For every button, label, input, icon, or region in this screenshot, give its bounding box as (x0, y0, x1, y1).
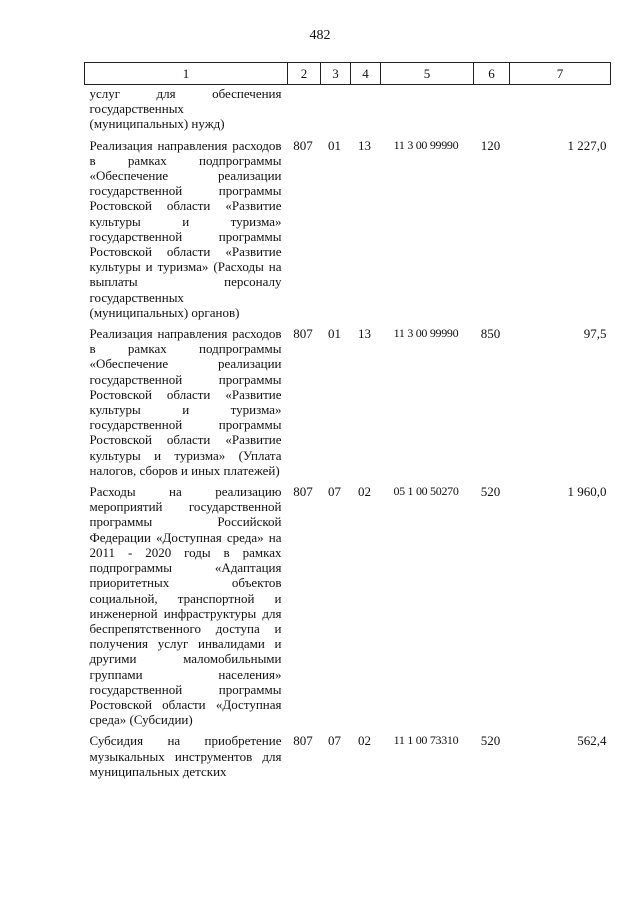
row-col-7: 97,5 (583, 326, 607, 342)
row-description: Субсидия на приобретение музыкальных инструментов для муниципальных детских (89, 733, 282, 779)
table-row (85, 478, 611, 727)
row-col-7: 562,4 (577, 733, 607, 749)
table-row (85, 132, 611, 320)
row-col-5: 11 3 00 99990 (393, 137, 459, 152)
row-col-4: 02 (358, 484, 371, 500)
table-row (85, 727, 611, 779)
table-row (85, 320, 611, 478)
header-col-7: 7 (510, 63, 611, 85)
budget-table (84, 62, 611, 779)
row-description: услуг для обеспечения государственных (муниципальных) нужд) (89, 86, 282, 132)
row-col-4: 13 (358, 137, 371, 153)
row-col-2: 807 (293, 484, 313, 500)
row-col-4 (351, 85, 381, 132)
row-description: Реализация направления расходов в рамках подпрограммы «Обеспечение реализации государственной программы Ростовской области «Развитие культуры и туризма» государственной программы Ростовской области «Развитие культуры и туризма» (Расходы на выплаты персоналу государственных (муниципальных) органов) (89, 137, 282, 320)
row-col-2: 807 (293, 326, 313, 342)
header-col-4: 4 (351, 63, 381, 85)
row-col-5: 05 1 00 50270 (393, 484, 459, 499)
row-col-5: 11 3 00 99990 (393, 326, 459, 341)
row-col-6: 120 (480, 137, 501, 153)
page-number: 482 (309, 28, 331, 43)
header-col-5: 5 (381, 63, 474, 85)
header-col-3: 3 (321, 63, 351, 85)
row-col-2: 807 (293, 137, 313, 153)
row-col-4: 13 (358, 326, 371, 342)
row-col-4: 02 (358, 733, 371, 749)
row-col-3: 01 (328, 326, 341, 342)
row-col-7: 1 960,0 (567, 484, 607, 500)
row-col-5: 11 1 00 73310 (393, 733, 459, 748)
row-col-3: 07 (328, 733, 341, 749)
header-col-6: 6 (474, 63, 510, 85)
header-col-1: 1 (85, 63, 288, 85)
row-col-7: 1 227,0 (567, 137, 607, 153)
row-col-7 (510, 85, 611, 132)
row-col-6: 850 (480, 326, 501, 342)
row-col-6 (474, 85, 510, 132)
header-col-2: 2 (288, 63, 321, 85)
row-col-2: 807 (293, 733, 313, 749)
row-col-2 (288, 85, 321, 132)
row-col-3 (321, 85, 351, 132)
table-row (85, 85, 611, 132)
row-description: Расходы на реализацию мероприятий государственной программы Российской Федерации «Доступная среда» на 2011 - 2020 годы в рамках подпрограммы «Адаптация приоритетных объектов социальной, транспортной и инженерной инфраструктуры для беспрепятственного доступа и получения услуг инвалидами и другими маломобильными группами населения» государственной программы Ростовской области «Доступная среда» (Субсидии) (89, 484, 282, 728)
row-col-3: 07 (328, 484, 341, 500)
row-col-6: 520 (480, 733, 501, 749)
table-header-row (85, 63, 611, 85)
row-col-5 (381, 85, 474, 132)
row-col-6: 520 (480, 484, 501, 500)
row-col-3: 01 (328, 137, 341, 153)
row-description: Реализация направления расходов в рамках подпрограммы «Обеспечение реализации государственной программы Ростовской области «Развитие культуры и туризма» государственной программы Ростовской области «Развитие культуры и туризма» (Уплата налогов, сборов и иных платежей) (89, 326, 282, 478)
